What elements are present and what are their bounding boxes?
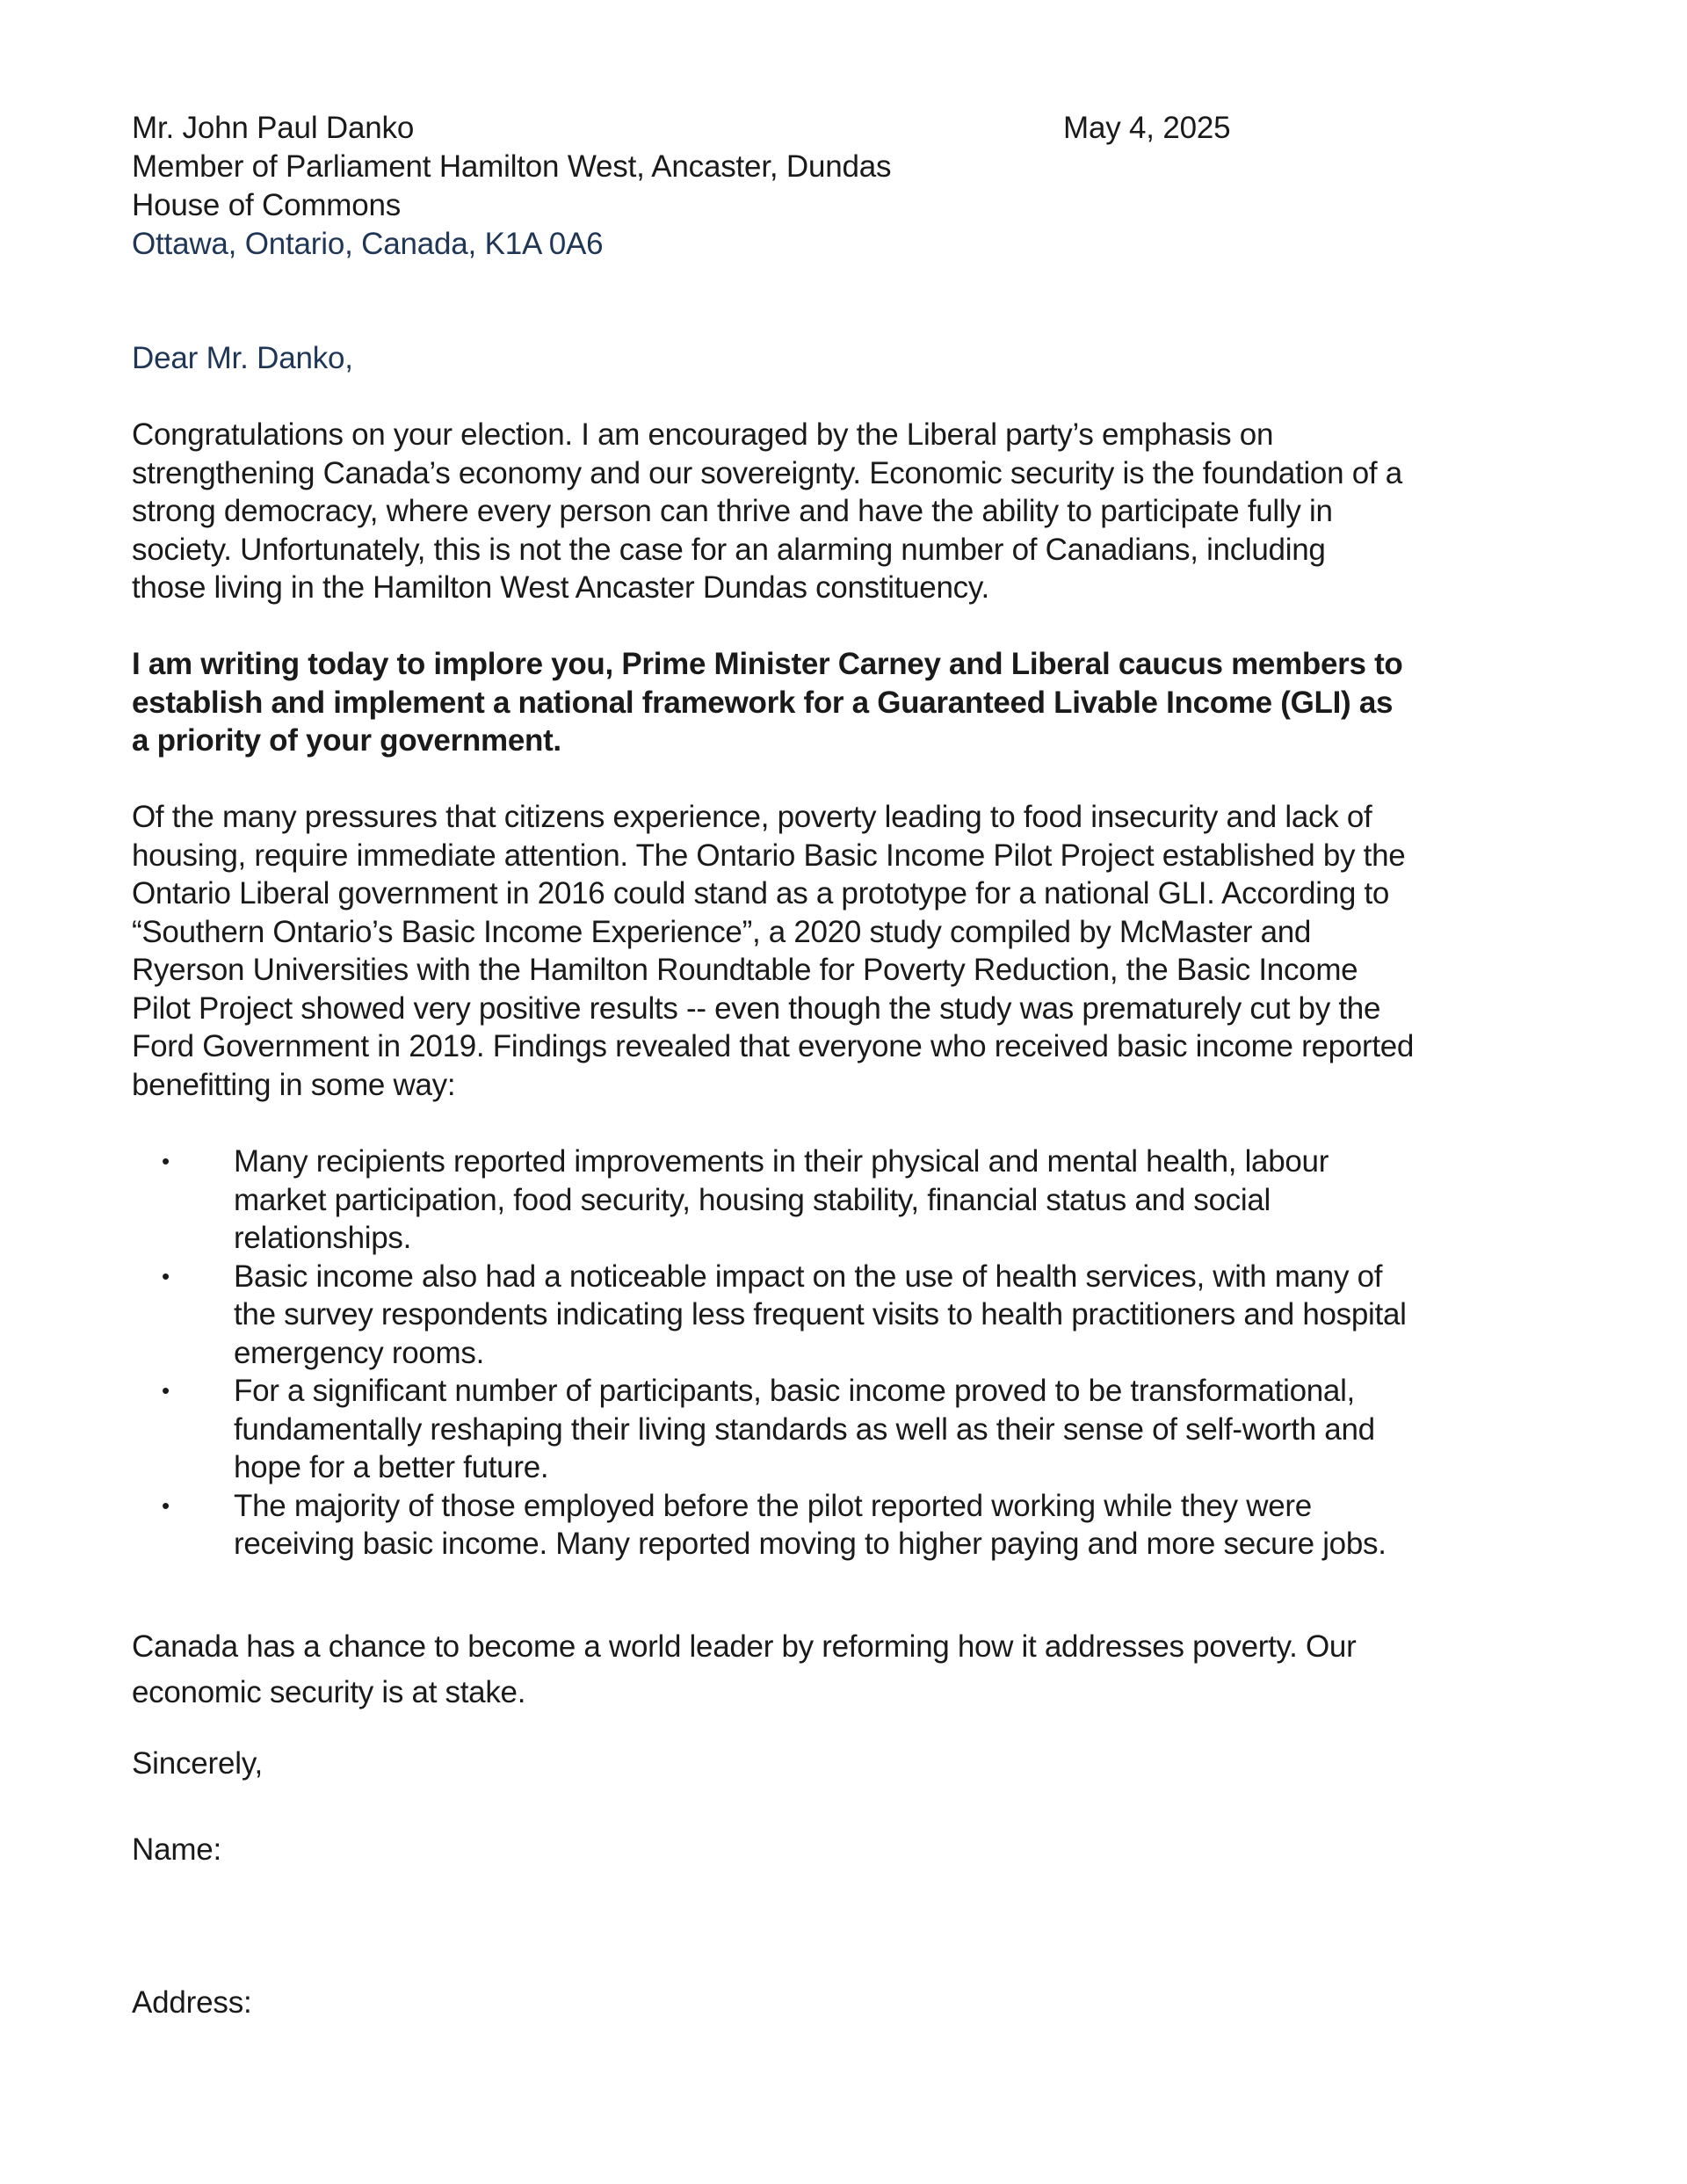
recipient-office: House of Commons bbox=[132, 188, 402, 222]
paragraph-line: strong democracy, where every person can thrive and have the ability to participate fully in bbox=[132, 494, 1333, 528]
paragraph-line: I am writing today to implore you, Prime Minister Carney and Liberal caucus members to bbox=[132, 647, 1403, 681]
list-item-line: relationships. bbox=[234, 1221, 412, 1255]
paragraph-line: Ryerson Universities with the Hamilton Roundtable for Poverty Reduction, the Basic Income bbox=[132, 953, 1358, 987]
bullet-icon: • bbox=[162, 1377, 170, 1404]
paragraph-line: Canada has a chance to become a world leader by reforming how it addresses poverty. Our bbox=[132, 1629, 1357, 1664]
list-item bbox=[132, 1372, 1502, 1487]
letter-date: May 4, 2025 bbox=[1063, 111, 1231, 145]
signoff: Sincerely, bbox=[132, 1746, 264, 1781]
paragraph-line: society. Unfortunately, this is not the case for an alarming number of Canadians, including bbox=[132, 532, 1326, 567]
list-item-line: fundamentally reshaping their living standards as well as their sense of self-worth and bbox=[234, 1411, 1375, 1447]
paragraph-line: Of the many pressures that citizens experience, poverty leading to food insecurity and lack of bbox=[132, 800, 1372, 834]
paragraph-line: Pilot Project showed very positive results -- even though the study was prematurely cut by the bbox=[132, 990, 1381, 1026]
list-item bbox=[132, 1143, 1502, 1258]
list-item bbox=[132, 1487, 1502, 1564]
recipient-name: Mr. John Paul Danko bbox=[132, 111, 415, 145]
paragraph-line: housing, require immediate attention. The Ontario Basic Income Pilot Project established by the bbox=[132, 838, 1406, 873]
paragraph-line: those living in the Hamilton West Ancaster Dundas constituency. bbox=[132, 570, 989, 605]
paragraph-line: Ford Government in 2019. Findings revealed that everyone who received basic income reported bbox=[132, 1029, 1415, 1063]
salutation: Dear Mr. Danko, bbox=[132, 341, 353, 375]
bullet-icon: • bbox=[162, 1262, 170, 1289]
list-item-line: the survey respondents indicating less frequent visits to health practitioners and hospital bbox=[234, 1297, 1407, 1331]
paragraph-line: benefitting in some way: bbox=[132, 1067, 456, 1102]
recipient-title: Member of Parliament Hamilton West, Ancaster, Dundas bbox=[132, 149, 892, 184]
list-item-line: receiving basic income. Many reported moving to higher paying and more secure jobs. bbox=[234, 1527, 1387, 1561]
list-item-line: For a significant number of participants, basic income proved to be transformational, bbox=[234, 1374, 1355, 1408]
findings-list bbox=[132, 1143, 1502, 1564]
list-item-line: emergency rooms. bbox=[234, 1335, 485, 1370]
closing-paragraph bbox=[132, 1624, 1356, 1716]
paragraph-line: “Southern Ontario’s Basic Income Experience”, a 2020 study compiled by McMaster and bbox=[132, 914, 1312, 949]
paragraph-line: economic security is at stake. bbox=[132, 1675, 526, 1709]
list-item-line: Basic income also had a noticeable impact on the use of health services, with many of bbox=[234, 1259, 1383, 1294]
paragraph-line: strengthening Canada’s economy and our sovereignty. Economic security is the foundation of a bbox=[132, 455, 1402, 490]
list-item-line: hope for a better future. bbox=[234, 1450, 549, 1484]
request-paragraph bbox=[132, 645, 1403, 760]
list-item-line: market participation, food security, housing stability, financial status and social bbox=[234, 1182, 1271, 1217]
bullet-icon: • bbox=[162, 1491, 170, 1519]
bullet-icon: • bbox=[162, 1148, 170, 1174]
paragraph-line: a priority of your government. bbox=[132, 723, 561, 758]
paragraph-line: establish and implement a national framework for a Guaranteed Livable Income (GLI) as bbox=[132, 685, 1394, 720]
paragraph-line: Congratulations on your election. I am encouraged by the Liberal party’s emphasis on bbox=[132, 417, 1274, 452]
paragraph-line: Ontario Liberal government in 2016 could stand as a prototype for a national GLI. According to bbox=[132, 876, 1390, 911]
address-label: Address: bbox=[132, 1985, 252, 2020]
list-item-line: The majority of those employed before the pilot reported working while they were bbox=[234, 1488, 1312, 1523]
intro-paragraph bbox=[132, 416, 1402, 607]
pilot-paragraph bbox=[132, 798, 1414, 1104]
list-item bbox=[132, 1258, 1502, 1373]
name-label: Name: bbox=[132, 1832, 222, 1867]
recipient-address: Ottawa, Ontario, Canada, K1A 0A6 bbox=[132, 227, 604, 261]
list-item-line: Many recipients reported improvements in their physical and mental health, labour bbox=[234, 1144, 1329, 1179]
